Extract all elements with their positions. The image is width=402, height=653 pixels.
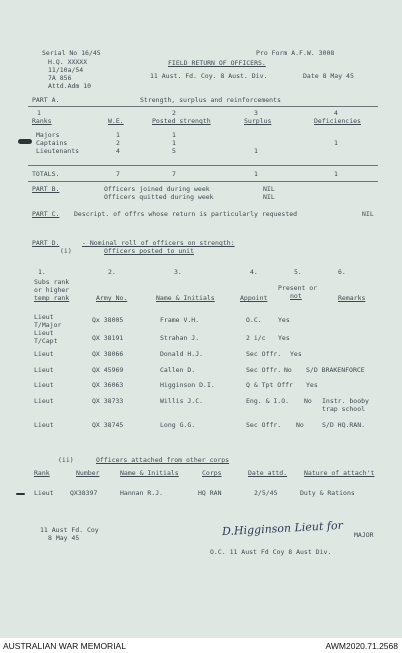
roll-rank: Lieut [34,329,54,337]
part-a-label: PART A. [32,96,60,104]
serial-number: Serial No 16/45 [42,49,101,57]
roll-present: No [304,397,312,405]
part-a-we: 1 [116,131,120,139]
attached-date: 2/5/45 [254,489,278,497]
part-a-rank: Captains [36,139,68,147]
part-d-col-num: 1. [38,268,46,276]
roll-army-no: QX 38191 [92,334,124,342]
part-c-text: Descript. of offrs whose return is particularly requested [74,210,298,218]
roll-present: No [284,366,292,374]
attached-nature: Duty & Rations [300,489,355,497]
roll-present: No [296,421,304,429]
roll-rank: T/Capt [34,337,58,345]
part-a-total-rule [28,165,378,166]
roll-remarks: S/D BRAKENFORCE [306,366,365,374]
roll-army-no: QX 45969 [92,366,124,374]
roll-appointment: Eng. & I.O. [246,397,290,405]
form-title: FIELD RETURN OF OFFICERS. [168,59,266,67]
part-a-col-num: 3 [254,109,258,117]
roll-rank: T/Major [34,321,62,329]
roll-army-no: QX 38733 [92,397,124,405]
part-a-totals-label: TOTALS. [32,170,60,178]
part-a-col-num: 1 [37,109,41,117]
sign-off-unit: 11 Aust Fd. Coy [40,526,99,534]
part-c-label: PART C. [32,210,60,218]
part-a-we: 4 [116,147,120,155]
roll-rank: Lieut [34,313,54,321]
attached-name: Hannan R.J. [120,489,164,497]
part-a-top-rule [28,106,378,107]
roll-appointment: Sec Offr. [246,366,282,374]
part-d-sub-number: (i) [60,247,72,255]
footer-accession-number: AWM2020.71.2568 [325,641,398,651]
part-a-posted: 5 [172,147,176,155]
part-a-col-head: Posted strength [152,117,211,125]
part-d2-head: Nature of attach't [304,469,375,477]
part-d-head-rank: temp rank [34,294,70,302]
part-a-col-head: Deficiencies [314,117,361,125]
attached-rank: Lieut [34,489,54,497]
roll-present: Yes [306,381,318,389]
part-d-head-remarks: Remarks [338,294,366,302]
part-a-rank: Lieutenants [36,147,80,155]
part-a-total-we: 7 [116,170,120,178]
part-d2-head: Corps [202,469,222,477]
roll-appointment: O.C. [246,316,262,324]
roll-name: Donald H.J. [160,350,204,358]
roll-name: Callen D. [160,366,196,374]
part-a-we: 2 [116,139,120,147]
part-d-col-num: 5. [294,268,302,276]
handwritten-signature: D.Higginson Lieut for [221,518,344,539]
ref-line-3: 7A 856 [48,74,72,82]
punch-hole-top [18,139,32,144]
part-d-col-num: 6. [338,268,346,276]
part-d-col-num: 4. [250,268,258,276]
part-b-label: PART B. [32,185,60,193]
part-d-col-num: 3. [174,268,182,276]
part-d-head-army-no: Army No. [96,294,128,302]
sign-off-date: 8 May 45 [48,534,80,542]
part-a-title: Strength, surplus and reinforcements [140,96,281,104]
roll-appointment: Q & Tpt Offr [246,381,293,389]
part-d2-head: Name & Initials [120,469,179,477]
part-d2-head: Number [76,469,100,477]
signature-block: O.C. 11 Aust Fd Coy 8 Aust Div. [210,548,332,556]
roll-army-no: QX 36063 [92,381,124,389]
part-a-posted: 1 [172,139,176,147]
ref-line-1: H.Q. XXXXX [48,58,88,66]
part-d-head-rank: Subs rank [34,278,70,286]
part-d-head-appoint: Appoint [240,294,268,302]
part-d2-head: Date attd. [248,469,288,477]
part-a-surplus: 1 [254,147,258,155]
roll-name: Strahan J. [160,334,200,342]
part-d-head-rank: or higher [34,286,70,294]
roll-rank: Lieut [34,397,54,405]
ref-line-4: Attd.Adm 10 [48,82,92,90]
roll-appointment: Sec Offr. [246,350,282,358]
part-d-head-name: Name & Initials [156,294,215,302]
roll-rank: Lieut [34,421,54,429]
roll-present: Yes [278,334,290,342]
part-d-head-present: Present or [278,284,318,292]
roll-army-no: Qx 38005 [92,316,124,324]
roll-name: Willis J.C. [160,397,204,405]
roll-remarks: Instr. booby [322,397,369,405]
part-a-posted: 1 [172,131,176,139]
roll-rank: Lieut [34,350,54,358]
attached-corps: HQ RAN [198,489,222,497]
part-c-value: NIL [362,210,374,218]
roll-rank: Lieut [34,366,54,374]
roll-rank: Lieut [34,381,54,389]
roll-army-no: QX 38745 [92,421,124,429]
part-a-col-num: 4 [334,109,338,117]
part-a-total-posted: 7 [172,170,176,178]
date-line: Date 8 May 45 [303,72,354,80]
ref-line-2: 11/10a/54 [48,66,84,74]
pro-form-number: Pro Form A.F.W. 3008 [256,49,335,57]
roll-name: Long G.G. [160,421,196,429]
part-d-col-num: 2. [108,268,116,276]
roll-appointment: Sec Offr. [246,421,282,429]
part-a-col-head: W.E. [108,117,124,125]
part-d2-number: (ii) [58,456,74,464]
roll-army-no: QX 38066 [92,350,124,358]
roll-remarks: trap school [322,405,366,413]
part-b-quitted-value: NIL [263,193,275,201]
roll-present: Yes [278,316,290,324]
part-b-joined-value: NIL [263,185,275,193]
part-a-rank: Majors [36,131,60,139]
part-d-head-present: not [290,292,302,300]
part-d2-head: Rank [34,469,50,477]
roll-remarks: S/D HQ.RAN. [322,421,366,429]
part-a-deficiency: 1 [334,139,338,147]
roll-appointment: 2 i/c [246,334,266,342]
part-d-label: PART D. [32,239,60,247]
part-d-subtitle: Officers posted to unit [104,247,195,255]
part-a-total-surplus: 1 [254,170,258,178]
part-a-bottom-rule [28,181,378,182]
part-d2-title: Officers attached from other corps [96,456,230,464]
roll-present: Yes [290,350,302,358]
unit-line: 11 Aust. Fd. Coy. 8 Aust. Div. [150,72,268,80]
attached-number: QX38397 [70,489,98,497]
part-a-col-head: Surplus [244,117,272,125]
signature-rank: MAJOR [354,531,374,539]
part-b-quitted: Officers quitted during week [104,193,214,201]
part-d-title: - Nominal roll of officers on strength: [82,239,235,247]
part-a-total-deficiency: 1 [334,170,338,178]
part-a-col-head: Ranks [32,117,52,125]
part-b-joined: Officers joined during week [104,185,210,193]
punch-hole-bottom [16,493,25,495]
roll-name: Higginson D.I. [160,381,215,389]
footer-institution: AUSTRALIAN WAR MEMORIAL [3,641,126,651]
roll-name: Frame V.H. [160,316,200,324]
archive-footer [0,638,402,653]
part-a-col-num: 2 [172,109,176,117]
